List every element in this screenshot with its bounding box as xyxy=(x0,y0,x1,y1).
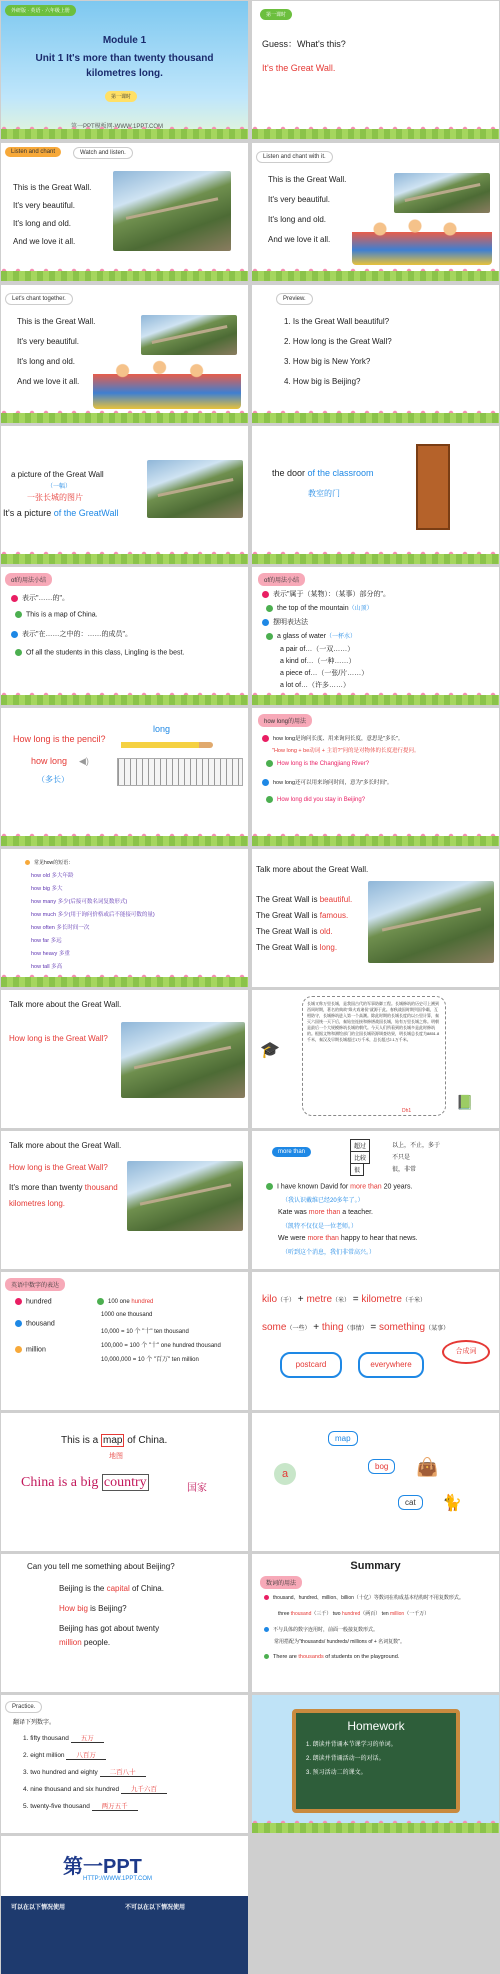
phrase-highlight: of the classroom xyxy=(307,468,374,478)
practice-answer[interactable]: 两万五千 xyxy=(92,1803,138,1811)
word-part: metre xyxy=(306,1294,332,1305)
slide-of-usage-1[interactable] xyxy=(1,567,248,705)
answer-highlight: thousand xyxy=(84,1183,118,1192)
bullet-icon xyxy=(11,595,18,602)
example-text: a lot of…（许多……） xyxy=(280,682,351,689)
sentence-part: The Great Wall is xyxy=(256,911,320,920)
ruler-image xyxy=(117,758,243,786)
word-meaning: （事情） xyxy=(343,1326,368,1332)
phrase-translation: 教室的门 xyxy=(308,489,340,498)
chant-line: And we love it all. xyxy=(17,377,80,386)
module-title: Module 1 xyxy=(102,35,147,46)
example-part: Kate was xyxy=(278,1209,309,1216)
number-word: thousand xyxy=(26,1320,55,1328)
slide-how-long-pencil[interactable] xyxy=(1,708,248,846)
topic-tag: 英语中数字的表达 xyxy=(5,1278,65,1291)
compound-word: kilometre xyxy=(361,1294,402,1305)
answer-part: It's more than twenty xyxy=(9,1183,85,1192)
practice-question: 2. eight million xyxy=(23,1752,65,1759)
example-part: happy to hear that news. xyxy=(338,1235,418,1242)
slide-title: Talk more about the Great Wall. xyxy=(256,865,369,874)
topic-tag: of的用法小结 xyxy=(5,573,52,586)
sentence-highlight: How big xyxy=(59,1604,88,1613)
practice-answer[interactable]: 九千六百 xyxy=(121,1786,167,1794)
sentence-highlight: million xyxy=(59,1638,82,1647)
bullet-icon xyxy=(25,860,30,865)
sentence-part: China is a big xyxy=(21,1475,102,1490)
word-meaning: （千米） xyxy=(402,1298,427,1304)
phonics-word: cat xyxy=(398,1495,423,1510)
chant-line: It's very beautiful. xyxy=(17,337,79,346)
sentence-part: This is a xyxy=(61,1435,102,1446)
topic-tag: more than xyxy=(272,1147,311,1157)
number-example: 1000 one thousand xyxy=(101,1312,153,1318)
meaning-option: 比较 xyxy=(350,1151,370,1164)
preview-item: 2. How long is the Great Wall? xyxy=(284,337,392,346)
phrase: a picture of the Great Wall xyxy=(11,470,104,479)
chant-line: It's long and old. xyxy=(13,219,72,228)
rule-part: three xyxy=(278,1611,291,1617)
chant-line: It's very beautiful. xyxy=(268,195,330,204)
example-text: How long is the Changjiang River? xyxy=(277,761,370,768)
door-image xyxy=(416,444,450,530)
activity-tag: Let's chant together. xyxy=(5,293,73,305)
slide-talk-more-2[interactable] xyxy=(1,990,248,1128)
example-translation: （听到这个消息，我们非常高兴。） xyxy=(282,1250,376,1256)
instruction-tag: Watch and listen. xyxy=(73,147,133,159)
number-highlight: hundred xyxy=(131,1299,154,1306)
example-note: （一杯水） xyxy=(326,634,357,640)
word-part: some xyxy=(262,1322,287,1333)
preview-item: 1. Is the Great Wall beautiful? xyxy=(284,317,390,326)
word-meaning: （某事） xyxy=(425,1326,450,1332)
practice-heading: 翻译下列数字。 xyxy=(13,1720,56,1726)
sentence-highlight: old. xyxy=(319,927,333,936)
practice-answer[interactable]: 五万 xyxy=(71,1735,104,1743)
example-highlight: more than xyxy=(308,1209,341,1216)
bullet-icon xyxy=(15,1320,22,1327)
slide-door-of[interactable] xyxy=(252,426,499,564)
meaning-option: 超过 xyxy=(350,1139,370,1152)
sentence-highlight: famous. xyxy=(319,911,349,920)
leaf-icon xyxy=(266,796,273,803)
brand-url[interactable]: HTTP://WWW.1PPT.COM xyxy=(83,1876,152,1882)
practice-answer[interactable]: 二百八十 xyxy=(100,1769,146,1777)
usage-forbidden-title: 不可以在以下情况使用 xyxy=(125,1905,186,1911)
meaning-text: 不只是 xyxy=(392,1155,411,1161)
slide-title: Talk more about the Great Wall. xyxy=(9,1000,122,1009)
sentence-part: The Great Wall is xyxy=(256,943,320,952)
how-phrase: how tall 多高 xyxy=(31,964,63,970)
rule-text: thousand、hundred、million、billion（十亿）等数词在构成基本结构时不用复数形式。 xyxy=(273,1595,464,1601)
rule-part: （一千万） xyxy=(404,1611,430,1617)
rule-text: how long还可以用来询问时间，意为"多长时间"。 xyxy=(273,780,393,786)
country-translation: 国家 xyxy=(187,1483,207,1494)
meaning-text: 以上，不止，多于 xyxy=(392,1143,441,1149)
slide-number-expression[interactable] xyxy=(1,1272,248,1410)
leaf-icon xyxy=(264,1654,269,1659)
meaning-option: 很 xyxy=(350,1163,364,1176)
slide-how-long-usage[interactable] xyxy=(252,708,499,846)
slide-chant-together[interactable] xyxy=(1,285,248,423)
slide-chant-with-it[interactable] xyxy=(252,143,499,281)
bullet-icon xyxy=(264,1595,269,1600)
example-text: a kind of…（一种……） xyxy=(280,658,356,665)
activity-tag: Listen and chant xyxy=(5,147,61,157)
bullet-icon xyxy=(262,779,269,786)
how-phrase: how many 多少(后接可数名词复数形式) xyxy=(31,899,128,905)
chant-line: It's long and old. xyxy=(17,357,76,366)
long-label: long xyxy=(153,724,171,734)
great-wall-image xyxy=(121,1022,245,1098)
slide-great-wall-facts[interactable] xyxy=(252,990,499,1128)
leaf-icon xyxy=(266,605,273,612)
number-word: million xyxy=(26,1346,46,1354)
example-part: We were xyxy=(278,1235,308,1242)
word-part: kilo xyxy=(262,1294,278,1305)
book-icon: 📗 xyxy=(456,1094,474,1110)
rule-text: 常用搭配为"thousands/ hundreds/ millions of + 名词复数"。 xyxy=(274,1639,405,1645)
practice-question: 3. two hundred and eighty xyxy=(23,1769,98,1776)
sentence-part: Beijing has got about twenty xyxy=(59,1624,160,1633)
number-example: 100,000 = 100 个 "十" one hundred thousand xyxy=(101,1343,221,1349)
compound-label: 合成词 xyxy=(442,1340,490,1364)
lesson-button[interactable]: 第一课时 xyxy=(105,91,137,102)
slide-cover[interactable] xyxy=(1,1,248,139)
compound-word: something xyxy=(378,1322,426,1333)
example-note: （山顶） xyxy=(348,606,373,612)
slide-more-than[interactable] xyxy=(252,1131,499,1269)
slide-compound-words[interactable]: kilo（千） + metre（米） = kilometre（千米） some（一些） + thing（事情） = something（某事） postcard everywhere 合成词 xyxy=(252,1272,499,1410)
activity-tag: Listen and chant with it. xyxy=(256,151,333,163)
children-image xyxy=(93,345,241,409)
phonics-word: map xyxy=(328,1431,358,1446)
great-wall-image xyxy=(127,1161,243,1231)
sentence-part: people. xyxy=(81,1638,111,1647)
unit-title: Unit 1 It's more than twenty thousand kilometres long. xyxy=(35,53,214,79)
leaf-icon xyxy=(266,760,273,767)
length-question: How long is the Great Wall? xyxy=(9,1034,108,1043)
leaf-icon xyxy=(266,633,273,640)
rule-text: 表示"属于（某物）：（某事）部分的"。 xyxy=(273,591,390,598)
number-word: hundred xyxy=(26,1298,52,1306)
map-word: map xyxy=(103,1435,123,1446)
rule-part: （两百） ten xyxy=(360,1611,391,1617)
example-part: 20 years. xyxy=(381,1183,413,1191)
example-translation: （我认识戴维已经20多年了。） xyxy=(282,1198,364,1204)
map-translation: 地图 xyxy=(109,1453,123,1460)
rule-highlight: million xyxy=(390,1611,405,1617)
activity-tag: Preview. xyxy=(276,293,313,305)
number-example: 10,000 = 10 个 "十" ten thousand xyxy=(101,1329,189,1335)
topic-tag: 数词的用法 xyxy=(260,1576,302,1589)
facts-text: 长城又称万里长城，是我国古代的军事防御工程。长城修筑的历史可上溯到西周时期，著名的典故"烽火戏诸侯"就源于此。春秋战国时期列国争霸，互相防守，长城修筑进入第一个高潮。除此时期的长城长度约以公里计算，秦灭六国统一天下后，秦始皇连接和修缮战国长城，始有万里长城之称。明朝是最后一个大规模修筑长城的朝代。今天人们所看到的长城多是此时修筑的。根据文物和测绘部门的全国长城资源调查结果，明长城总长度为8851.8千米，秦汉及早期长城超过1万千米，总长超过2.1万千米。 xyxy=(302,996,446,1116)
bullet-icon xyxy=(11,631,18,638)
phonics-letter: a xyxy=(274,1463,296,1485)
bullet-icon xyxy=(15,1298,22,1305)
rule-text: how long是询问长度、用来询问长度，意思是"多长"。 xyxy=(273,736,404,742)
bullet-icon xyxy=(262,735,269,742)
how-phrase: how heavy 多重 xyxy=(31,951,70,957)
sentence-part: The Great Wall is xyxy=(256,895,320,904)
example-translation: （凯特不仅仅是一位老师。） xyxy=(282,1224,358,1230)
great-wall-image xyxy=(113,171,231,251)
slide-of-usage-2[interactable] xyxy=(252,567,499,705)
chant-line: And we love it all. xyxy=(268,235,331,244)
rule-text: 摆明表达法 xyxy=(273,619,308,626)
country-word: country xyxy=(103,1475,147,1490)
leaf-icon xyxy=(266,1183,273,1190)
rule-text: 不与具体的数字连用时，前面一般接复数形式。 xyxy=(273,1627,379,1633)
sentence-highlight: beautiful. xyxy=(319,895,353,904)
example-part: I have known David for xyxy=(277,1183,351,1191)
sentence-part: of China. xyxy=(124,1435,168,1446)
rule-highlight: thousand xyxy=(290,1611,312,1617)
practice-question: 4. nine thousand and six hundred xyxy=(23,1786,120,1793)
pencil-image xyxy=(121,742,213,748)
guess-answer: It's the Great Wall. xyxy=(262,63,336,73)
example-part: There are xyxy=(273,1654,299,1660)
how-long-phrase: how long xyxy=(31,756,68,766)
activity-tag: Practice. xyxy=(5,1701,42,1713)
word-meaning: （米） xyxy=(332,1298,351,1304)
chant-line: This is the Great Wall. xyxy=(268,175,347,184)
sentence-part: of China. xyxy=(129,1584,164,1593)
guess-question: Guess：What's this? xyxy=(262,39,346,49)
practice-question: 1. fifty thousand xyxy=(23,1735,69,1742)
chant-line: And we love it all. xyxy=(13,237,76,246)
how-phrase: how much 多少(用于询问价格或后不能接可数的量) xyxy=(31,912,155,918)
slide-talk-more-3[interactable] xyxy=(1,1131,248,1269)
pencil-question: How long is the pencil? xyxy=(13,734,106,744)
slide-homework[interactable] xyxy=(252,1695,499,1833)
slide-preview[interactable] xyxy=(252,285,499,423)
phrase-note: （一幅） xyxy=(47,484,72,490)
chant-line: This is the Great Wall. xyxy=(13,183,92,192)
bullet-icon xyxy=(262,591,269,598)
topic-tag: of的用法小结 xyxy=(258,573,305,586)
bullet-icon xyxy=(264,1627,269,1632)
preview-item: 4. How big is Beijing? xyxy=(284,377,361,386)
slide-how-phrases[interactable] xyxy=(1,849,248,987)
number-example: 10,000,000 = 10 个 "百万" ten million xyxy=(101,1357,199,1363)
great-wall-image xyxy=(368,881,494,963)
slide-guess[interactable] xyxy=(252,1,499,139)
example-text: a piece of…（一张/片……） xyxy=(280,670,369,677)
beijing-question: Can you tell me something about Beijing? xyxy=(27,1562,175,1571)
compound-example: everywhere xyxy=(358,1352,424,1378)
bag-icon: 👜 xyxy=(416,1457,439,1477)
slide-phonics[interactable] xyxy=(252,1413,499,1551)
sentence-part: It's a picture xyxy=(3,508,54,518)
word-meaning: （千） xyxy=(277,1298,296,1304)
lesson-badge: 第一课时 xyxy=(260,9,292,20)
sentence-part: The Great Wall is xyxy=(256,927,320,936)
how-phrase: how often 多长时间一次 xyxy=(31,925,90,931)
chant-line: It's long and old. xyxy=(268,215,327,224)
list-heading: 常见how的短语： xyxy=(34,860,74,866)
slide-summary[interactable] xyxy=(252,1554,499,1692)
how-phrase: how big 多大 xyxy=(31,886,63,892)
homework-item: 3. 预习活动二的课文。 xyxy=(306,1770,367,1776)
homework-title: Homework xyxy=(347,1719,405,1733)
summary-title: Summary xyxy=(350,1560,401,1572)
homework-item: 1. 朗读并背诵本节课学习的单词。 xyxy=(306,1742,397,1748)
example-text: How long did you stay in Beijing? xyxy=(277,797,366,804)
how-phrase: how far 多远 xyxy=(31,938,62,944)
example-highlight: thousands xyxy=(298,1654,324,1660)
brand-logo: 第一PPT xyxy=(63,1856,142,1878)
how-long-translation: （多长） xyxy=(37,775,69,784)
example-text: a pair of…（一双……） xyxy=(280,646,355,653)
bullet-icon xyxy=(262,619,269,626)
practice-answer[interactable]: 八百万 xyxy=(66,1752,106,1760)
example-highlight: more than xyxy=(307,1235,339,1242)
topic-tag: how long的用法 xyxy=(258,714,312,727)
chant-line: This is the Great Wall. xyxy=(17,317,96,326)
sentence-part: Beijing is the xyxy=(59,1584,107,1593)
practice-question: 5. twenty-five thousand xyxy=(23,1803,90,1810)
rule-text: 表示"在……之中的：……的成员"。 xyxy=(22,631,132,638)
phrase-part: the door xyxy=(272,468,308,478)
word-part: thing xyxy=(321,1322,344,1333)
rule-highlight: hundred xyxy=(341,1611,361,1617)
leaf-icon xyxy=(15,611,22,618)
example-text: Of all the students in this class, Lingling is the best. xyxy=(26,649,185,657)
example-text: the top of the mountain xyxy=(277,605,349,612)
homework-board xyxy=(292,1709,460,1813)
cat-icon: 🐈 xyxy=(442,1495,462,1512)
homework-item: 2. 朗读并背诵活动一的对话。 xyxy=(306,1756,385,1762)
phrase-translation: 一张长城的图片 xyxy=(27,493,83,502)
rule-text: 表示"……的"。 xyxy=(22,595,69,602)
rule-text: "How long + be动词 + 主语?"问的是对物体的长度进行提问。 xyxy=(272,748,420,754)
compound-example: postcard xyxy=(280,1352,342,1378)
example-part: of students on the playground. xyxy=(323,1654,400,1660)
leaf-icon xyxy=(15,649,22,656)
slide-listen-chant[interactable] xyxy=(1,143,248,281)
facts-link[interactable]: Dh1 xyxy=(402,1108,412,1114)
speaker-icon[interactable]: ◀) xyxy=(79,756,89,766)
slide-map-country[interactable] xyxy=(1,1413,248,1551)
sentence-part: is Beijing? xyxy=(87,1604,127,1613)
phonics-word: bog xyxy=(368,1459,395,1474)
example-highlight: more than xyxy=(350,1183,382,1191)
answer-part: kilometres long. xyxy=(9,1199,66,1208)
slide-practice[interactable] xyxy=(1,1695,248,1833)
example-part: a teacher. xyxy=(340,1209,373,1216)
children-image xyxy=(352,205,492,265)
example-text: This is a map of China. xyxy=(26,611,98,619)
sentence-highlight: capital xyxy=(106,1584,130,1593)
slide-picture-of[interactable] xyxy=(1,426,248,564)
slide-footer[interactable] xyxy=(1,1836,248,1974)
length-question: How long is the Great Wall? xyxy=(9,1163,108,1172)
slide-beijing[interactable] xyxy=(1,1554,248,1692)
usage-allowed-title: 可以在以下情况使用 xyxy=(11,1905,66,1911)
sentence-highlight: long. xyxy=(319,943,338,952)
blank-slide xyxy=(252,1836,499,1974)
bullet-icon xyxy=(15,1346,22,1353)
preview-item: 3. How big is New York? xyxy=(284,357,371,366)
slide-title: Talk more about the Great Wall. xyxy=(9,1141,122,1150)
number-example: 100 one xyxy=(108,1299,132,1306)
leaf-icon xyxy=(97,1298,104,1305)
great-wall-image xyxy=(147,460,243,518)
word-meaning: （一些） xyxy=(286,1326,311,1332)
chant-line: It's very beautiful. xyxy=(13,201,75,210)
series-badge: 外研版 · 英语 · 六年级上册 xyxy=(5,5,76,16)
rule-part: （三千） two xyxy=(311,1611,342,1617)
how-phrase: how old 多大年龄 xyxy=(31,873,74,879)
footer-panel xyxy=(1,1896,248,1974)
example-text: a glass of water xyxy=(277,633,327,640)
sentence-highlight: of the GreatWall xyxy=(53,508,119,518)
meaning-text: 很，非常 xyxy=(392,1167,417,1173)
slide-talk-more-1[interactable] xyxy=(252,849,499,987)
teacher-icon: 🎓 xyxy=(260,1042,280,1059)
